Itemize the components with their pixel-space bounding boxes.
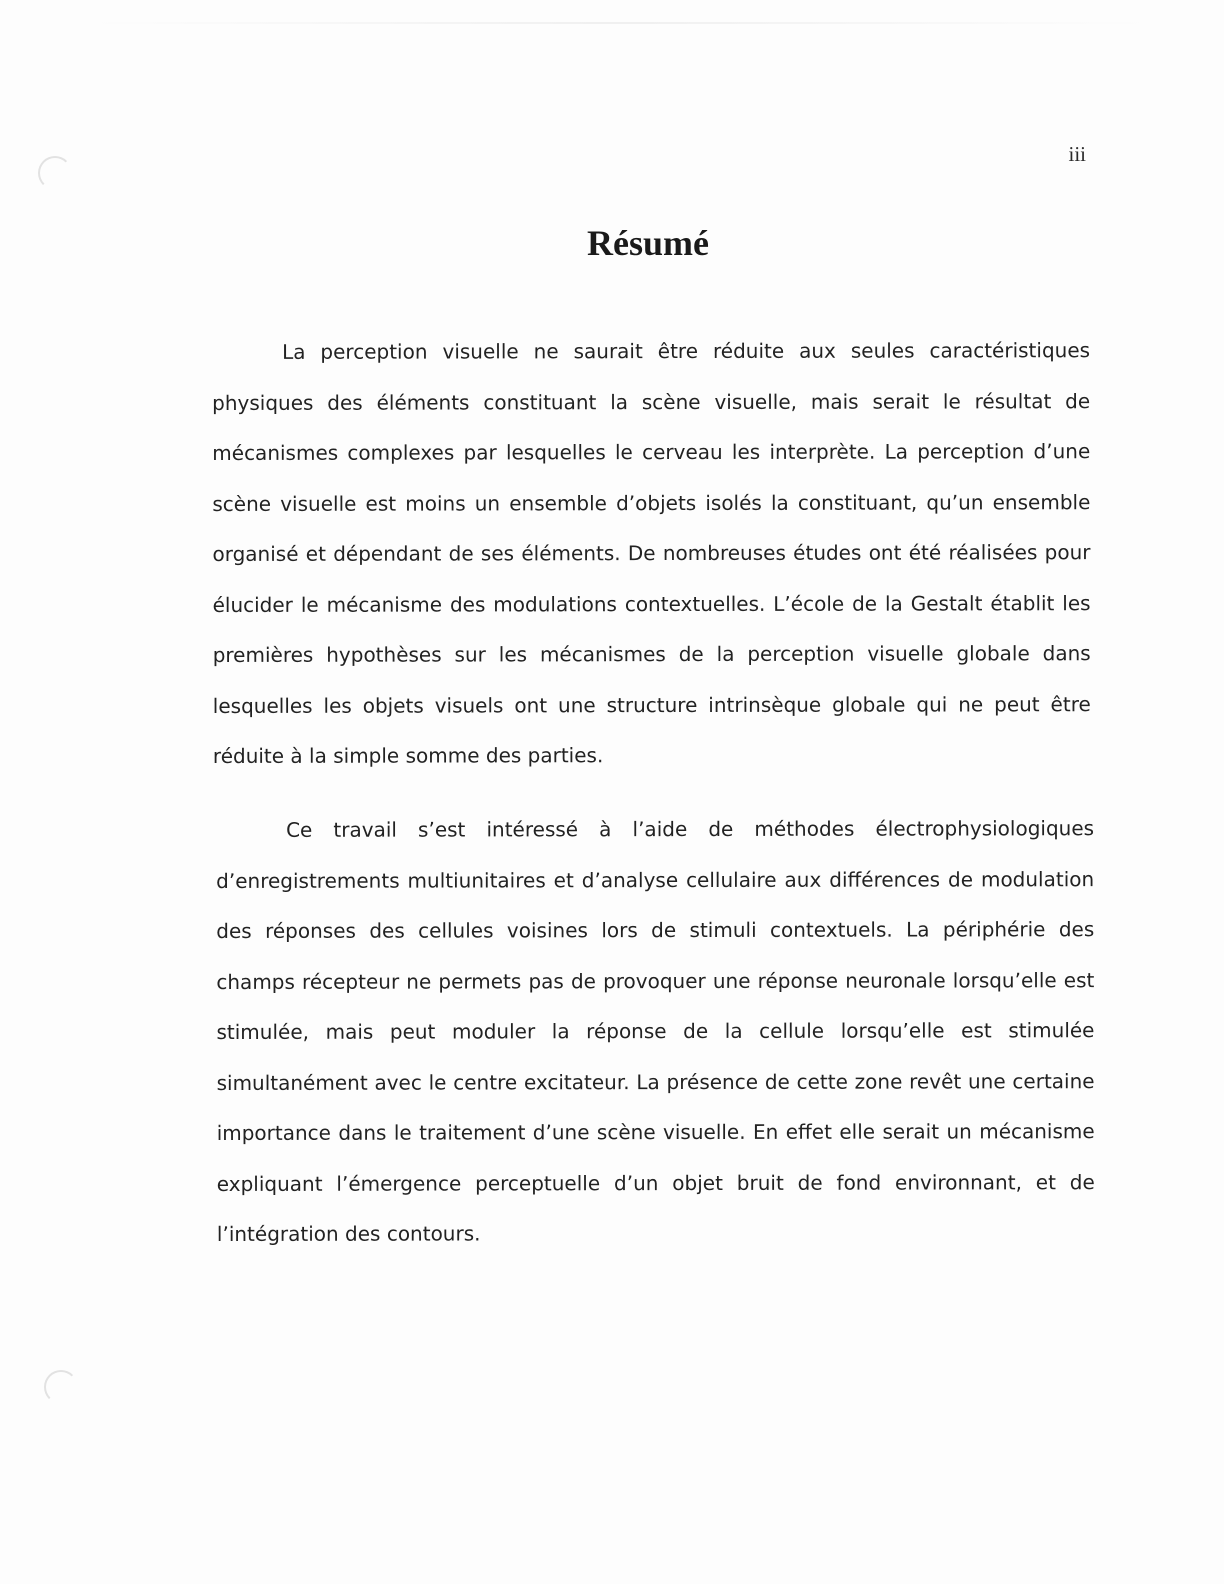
paragraph-text: La perception visuelle ne saurait être réduite aux seules caractéristiques physiques des éléments constituant la scène visuelle, mais serait le résultat de mécanismes complexes par lesquelles le cerveau les interprète. La perception d’une scène visuelle est moins un ensemble d’objets isolés la constituant, qu’un ensemble organisé et dépendant de ses éléments. De nombreuses études ont été réalisées pour élucider le mécanisme des modulations contextuelles. L’école de la Gestalt établit les premières hypothèses sur les mécanismes de la perception visuelle globale dans lesquelles les objets visuels ont une structure intrinsèque globale qui ne peut être réduite à la simple somme des parties. xyxy=(212,338,1091,768)
page-title: Résumé xyxy=(587,223,709,263)
scan-artifact xyxy=(90,22,1150,24)
abstract-paragraph-1 xyxy=(212,325,1091,781)
punch-hole-mark xyxy=(38,156,72,190)
punch-hole-mark xyxy=(44,1370,78,1404)
page-number: iii xyxy=(1068,142,1086,166)
paragraph-text: Ce travail s’est intéressé à l’aide de méthodes électrophysiologiques d’enregistrements multiunitaires et d’analyse cellulaire aux différences de modulation des réponses des cellules voisines lors de stimuli contextuels. La périphérie des champs récepteur ne permets pas de provoquer une réponse neuronale lorsqu’elle est stimulée, mais peut moduler la réponse de la cellule lorsqu’elle est stimulée simultanément avec le centre excitateur. La présence de cette zone revêt une certaine importance dans le traitement d’une scène visuelle. En effet elle serait un mécanisme expliquant l’émergence perceptuelle d’un objet bruit de fond environnant, et de l’intégration des contours. xyxy=(216,816,1095,1246)
abstract-paragraph-2 xyxy=(216,803,1095,1259)
